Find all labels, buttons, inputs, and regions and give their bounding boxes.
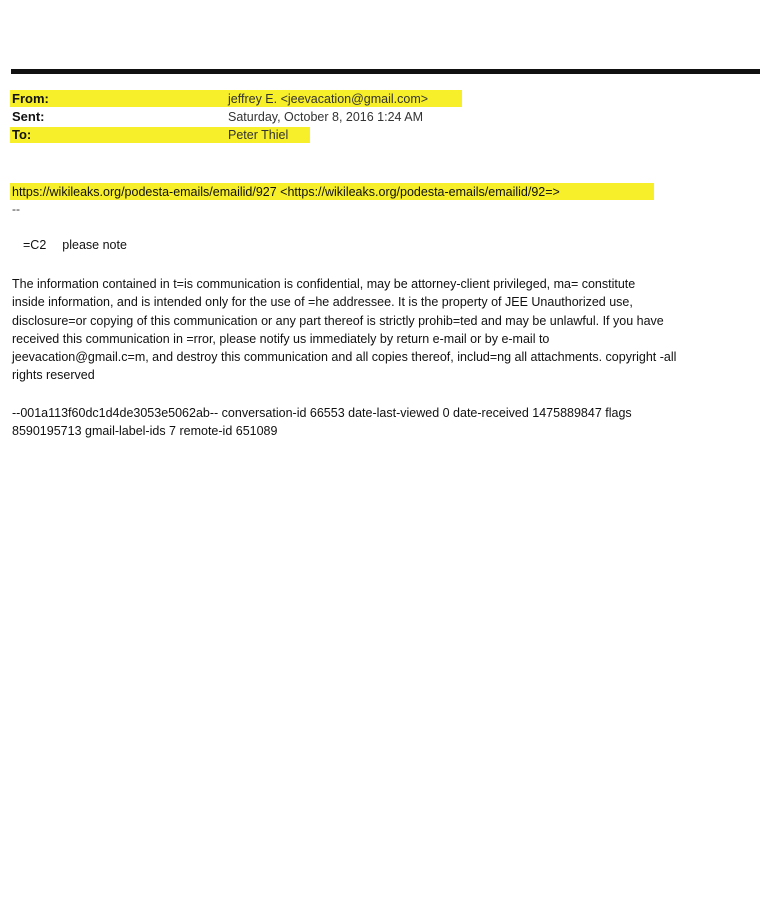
to-label: To: (12, 127, 32, 142)
header-divider (11, 69, 760, 74)
from-value[interactable]: jeffrey E. <jeevacation@gmail.com> (228, 92, 429, 106)
disclaimer-line: jeevacation@gmail.c=m, and destroy this communication and all copies thereof, includ=ng all attachments. copyright -all (12, 350, 677, 365)
note-code: =C2 (23, 238, 47, 252)
disclaimer-line: The information contained in t=is communication is confidential, may be attorney-client privileged, ma= constitute (12, 277, 636, 291)
note-text: please note (62, 238, 127, 252)
metadata-line: --001a113f60dc1d4de3053e5062ab-- conversation-id 66553 date-last-viewed 0 date-received 1475889847 flags (12, 405, 632, 420)
metadata-line: 8590195713 gmail-label-ids 7 remote-id 651089 (12, 424, 278, 439)
disclaimer-line: inside information, and is intended only for the use of =he addressee. It is the property of JEE Unauthorized use, (12, 295, 633, 310)
disclaimer-line: received this communication in =rror, please notify us immediately by return e-mail or by e-mail to (12, 331, 550, 346)
sent-value: Saturday, October 8, 2016 1:24 AM (228, 110, 424, 124)
sent-label: Sent: (12, 109, 45, 124)
note-line (23, 238, 127, 252)
disclaimer-paragraph (12, 275, 752, 385)
disclaimer-line: disclosure=or copying of this communication or any part thereof is strictly prohib=ted and may be unlawful. If you have (12, 313, 664, 328)
separator-dashes: -- (12, 202, 20, 216)
metadata-paragraph (12, 404, 752, 441)
from-label: From: (12, 91, 49, 106)
disclaimer-line: rights reserved (12, 368, 95, 383)
wikileaks-link[interactable]: https://wikileaks.org/podesta-emails/emailid/927 <https://wikileaks.org/podesta-emails/emailid/92=> (12, 185, 560, 199)
email-body (12, 275, 752, 459)
to-value: Peter Thiel (228, 128, 289, 142)
